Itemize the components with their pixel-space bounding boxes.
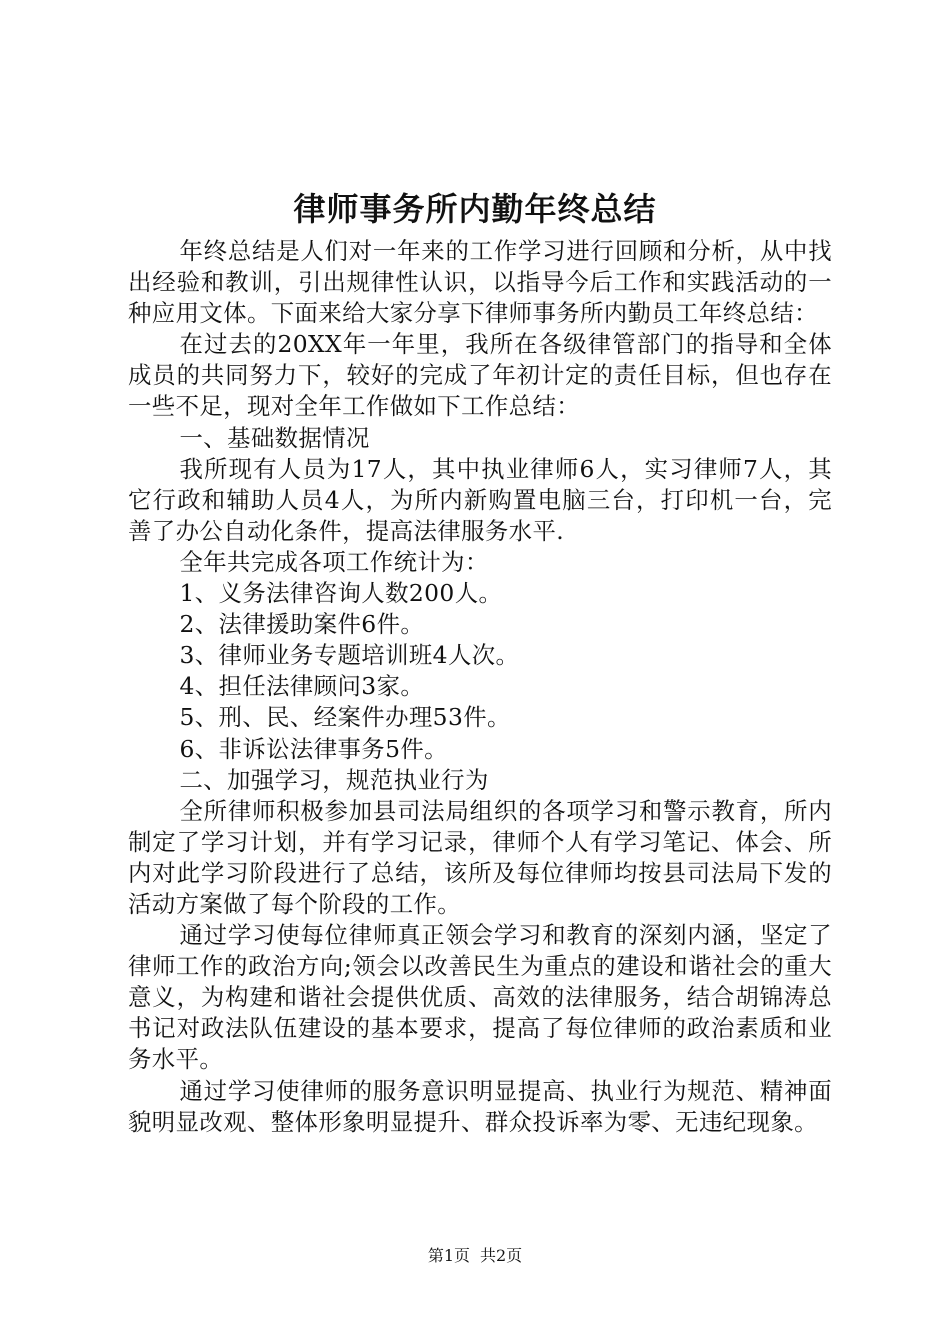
list-item: 1、义务法律咨询人数200人。 [179, 579, 503, 608]
list-item: 5、刑、民、经案件办理53件。 [179, 703, 511, 732]
page-footer [0, 1244, 950, 1268]
page-number: 第1页 [427, 1246, 470, 1265]
paragraph-study-2: 通过学习使每位律师真正领会学习和教育的深刻内涵，坚定了律师工作的政治方向;领会以改善民生为重点的建设和谐社会的重大意义，为构建和谐社会提供优质、高效的法律服务，结合胡锦涛总书记对政法队伍建设的基本要求，提高了每位律师的政治素质和业务水平。 [128, 921, 832, 1074]
paragraph-stats-intro: 全年共完成各项工作统计为： [179, 547, 489, 576]
section-heading-study: 二、加强学习，规范执业行为 [179, 765, 489, 794]
list-item: 6、非诉讼法律事务5件。 [179, 734, 448, 763]
document-body [128, 236, 832, 1138]
paragraph-staff: 我所现有人员为17人，其中执业律师6人，实习律师7人，其它行政和辅助人员4人，为所内新购置电脑三台，打印机一台，完善了办公自动化条件，提高法律服务水平. [128, 454, 832, 545]
paragraph-study-3: 通过学习使律师的服务意识明显提高、执业行为规范、精神面貌明显改观、整体形象明显提升、群众投诉率为零、无违纪现象。 [128, 1076, 832, 1136]
list-item: 4、担任法律顾问3家。 [179, 672, 425, 701]
section-heading-basic-data: 一、基础数据情况 [179, 423, 370, 452]
paragraph-study-1: 全所律师积极参加县司法局组织的各项学习和警示教育，所内制定了学习计划，并有学习记录，律师个人有学习笔记、体会、所内对此学习阶段进行了总结，该所及每位律师均按县司法局下发的活动方案做了每个阶段的工作。 [128, 796, 832, 918]
page-total: 共2页 [480, 1246, 523, 1265]
paragraph-intro: 年终总结是人们对一年来的工作学习进行回顾和分析，从中找出经验和教训，引出规律性认识，以指导今后工作和实践活动的一种应用文体。下面来给大家分享下律师事务所内勤员工年终总结： [128, 237, 832, 328]
list-item: 3、律师业务专题培训班4人次。 [179, 641, 520, 670]
paragraph-overview: 在过去的20XX年一年里，我所在各级律管部门的指导和全体成员的共同努力下，较好的完成了年初计定的责任目标，但也存在一些不足，现对全年工作做如下工作总结： [128, 330, 832, 421]
document-title: 律师事务所内勤年终总结 [293, 190, 657, 228]
list-item: 2、法律援助案件6件。 [179, 610, 425, 639]
